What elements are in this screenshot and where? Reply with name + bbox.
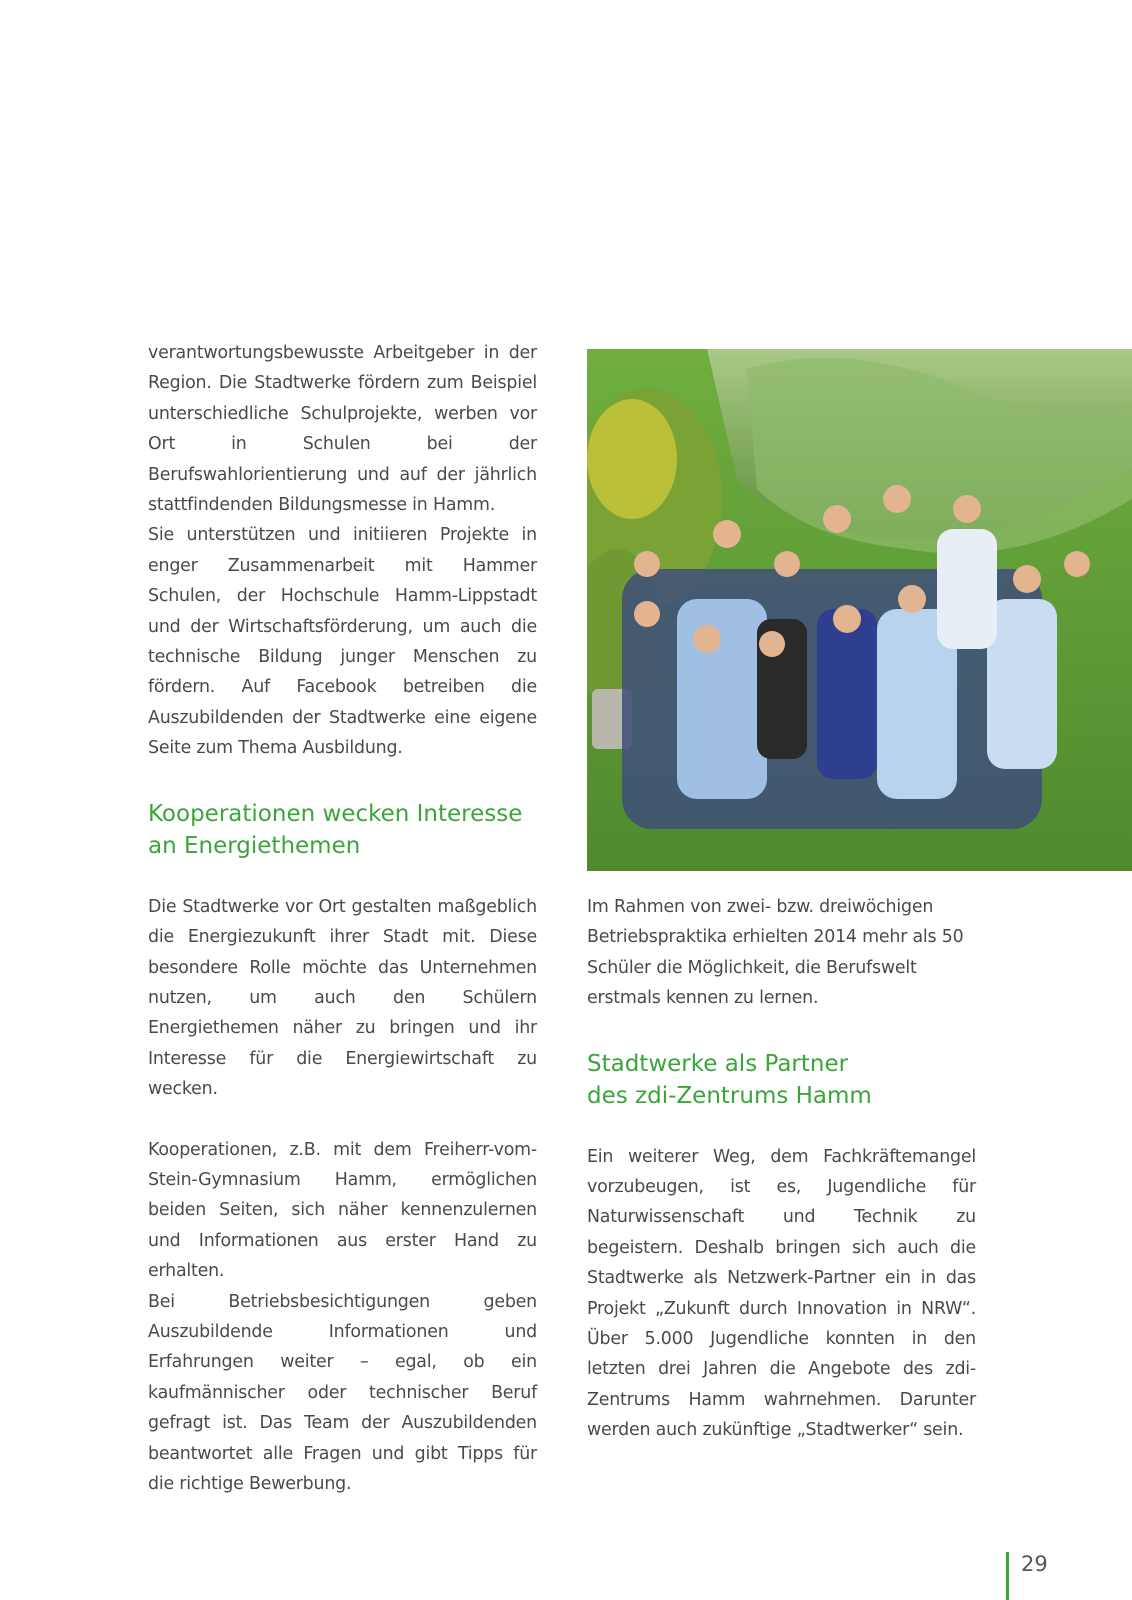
body-paragraph: Bei Betriebsbesichtigungen geben Auszubildende Informationen und Erfahrungen weiter – egal, ob ein kaufmännischer oder technischer Beruf gefragt ist. Das Team der Auszubildenden beantwortet alle Fragen und gibt Tipps für die richtige Bewerbung. bbox=[148, 1291, 537, 1494]
group-photo bbox=[587, 349, 1132, 871]
left-column bbox=[148, 338, 537, 1499]
section-heading-line: Kooperationen wecken Interesse bbox=[148, 800, 523, 827]
section-heading-line: des zdi-Zentrums Hamm bbox=[587, 1082, 872, 1109]
body-paragraph: Die Stadtwerke vor Ort gestalten maßgeblich die Energiezukunft ihrer Stadt mit. Diese besondere Rolle möchte das Unternehmen nutzen, um auch den Schülern Energiethemen näher zu bringen und ihr Interesse für die Energiewirtschaft zu wecken. bbox=[148, 896, 537, 1100]
photo-caption: Im Rahmen von zwei- bzw. dreiwöchigen Betriebspraktika erhielten 2014 mehr als 50 Schüler die Möglichkeit, die Berufswelt erstmals kennen zu lernen. bbox=[587, 897, 964, 1009]
page-number-marker bbox=[1006, 1552, 1048, 1600]
section-heading bbox=[587, 1048, 976, 1112]
section-heading-line: an Energiethemen bbox=[148, 832, 361, 859]
body-paragraph: verantwortungsbewusste Arbeitgeber in der Region. Die Stadtwerke fördern zum Beispiel unterschiedliche Schulprojekte, werben vor Ort in Schulen bei der Berufswahlorientierung und auf der jährlich stattfindenden Bildungsmesse in Hamm. bbox=[148, 343, 537, 516]
page-number: 29 bbox=[1021, 1552, 1048, 1576]
section-heading bbox=[148, 798, 537, 862]
right-column bbox=[587, 892, 976, 1446]
section-heading-line: Stadtwerke als Partner bbox=[587, 1050, 849, 1077]
body-paragraph: Kooperationen, z.B. mit dem Freiherr-vom-Stein-Gymnasium Hamm, ermöglichen beiden Seiten, sich näher kennenzulernen und Informationen aus erster Hand zu erhalten. bbox=[148, 1139, 537, 1282]
body-paragraph: Sie unterstützen und initiieren Projekte in enger Zusammenarbeit mit Hammer Schulen, der Hochschule Hamm-Lippstadt und der Wirtschaftsförderung, um auch die technische Bildung junger Menschen zu fördern. Auf Facebook betreiben die Auszubildenden der Stadtwerke eine eigene Seite zum Thema Ausbildung. bbox=[148, 525, 537, 759]
body-paragraph: Ein weiterer Weg, dem Fachkräftemangel vorzubeugen, ist es, Jugendliche für Naturwissenschaft und Technik zu begeistern. Deshalb bringen sich auch die Stadtwerke als Netzwerk-Partner ein in das Projekt „Zukunft durch Innovation in NRW“. Über 5.000 Jugendliche konnten in den letzten drei Jahren die Angebote des zdi-Zentrums Hamm wahrnehmen. Darunter werden auch zukünftige „Stadtwerker“ sein. bbox=[587, 1146, 976, 1441]
